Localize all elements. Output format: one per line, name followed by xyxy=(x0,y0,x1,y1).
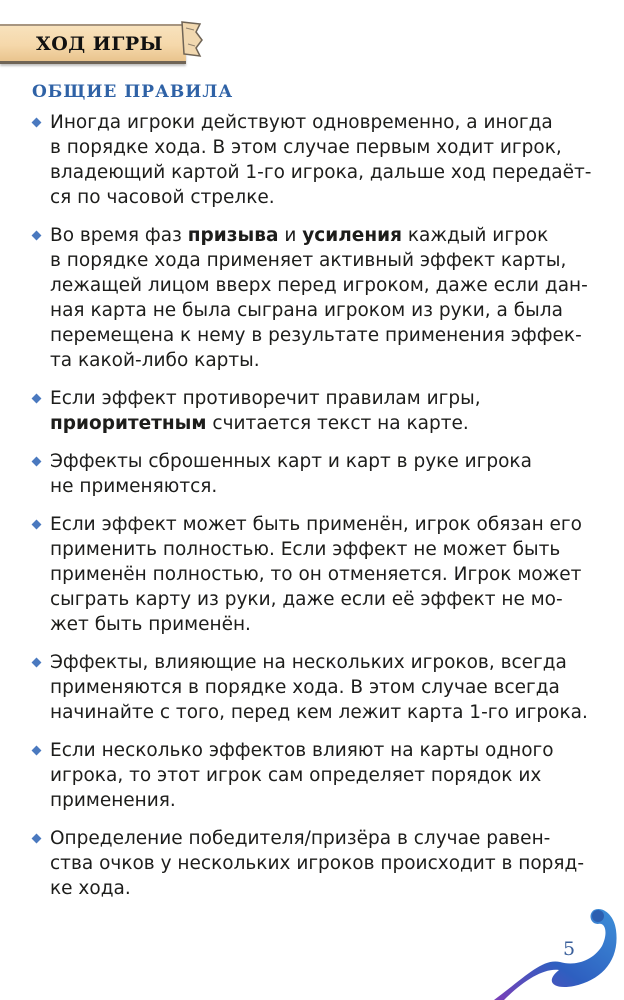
rule-text: ная карта не была сыграна игроком из руки, а была xyxy=(50,300,563,321)
rule-item xyxy=(32,512,602,637)
banner-title: ХОД ИГРЫ xyxy=(36,33,163,55)
rule-text: ства очков у нескольких игроков происходит в поряд- xyxy=(50,853,585,874)
diamond-bullet-icon xyxy=(32,457,42,467)
bold-term: усиления xyxy=(302,225,402,246)
rule-item xyxy=(32,449,602,499)
section-banner xyxy=(0,24,186,64)
rule-text: Во время фаз призыва и усиления каждый игрок xyxy=(50,225,549,246)
rule-text: Эффекты сброшенных карт и карт в руке игрока xyxy=(50,451,532,472)
rule-text: Если эффект противоречит правилам игры, xyxy=(50,388,481,409)
rule-text: Если несколько эффектов влияют на карты одного xyxy=(50,740,554,761)
rules-list xyxy=(32,110,602,914)
rule-text: владеющий картой 1-го игрока, дальше ход передаёт- xyxy=(50,162,592,183)
rule-item xyxy=(32,110,602,210)
diamond-bullet-icon xyxy=(32,658,42,668)
rule-text: та какой-либо карты. xyxy=(50,350,260,371)
diamond-bullet-icon xyxy=(32,394,42,404)
bold-term: приоритетным xyxy=(50,413,207,434)
rule-text: в порядке хода. В этом случае первым ходит игрок, xyxy=(50,137,562,158)
rule-text: игрока, то этот игрок сам определяет порядок их xyxy=(50,765,542,786)
rule-text: Если эффект может быть применён, игрок обязан его xyxy=(50,514,582,535)
rule-text: жет быть применён. xyxy=(50,614,251,635)
rule-text: приоритетным считается текст на карте. xyxy=(50,413,469,434)
rule-text: лежащей лицом вверх перед игроком, даже если дан- xyxy=(50,275,588,296)
rule-text: не применяются. xyxy=(50,476,218,497)
diamond-bullet-icon xyxy=(32,834,42,844)
rule-item xyxy=(32,223,602,373)
rule-text: применяются в порядке хода. В этом случае всегда xyxy=(50,677,560,698)
section-title: ОБЩИЕ ПРАВИЛА xyxy=(32,82,234,102)
rule-text: сыграть карту из руки, даже если её эффект не мо- xyxy=(50,589,563,610)
rule-item xyxy=(32,738,602,813)
rule-item xyxy=(32,386,602,436)
rule-text: Иногда игроки действуют одновременно, а иногда xyxy=(50,112,553,133)
diamond-bullet-icon xyxy=(32,231,42,241)
scroll-curl-icon xyxy=(180,20,204,60)
bold-term: призыва xyxy=(187,225,279,246)
rule-text: в порядке хода применяет активный эффект карты, xyxy=(50,250,567,271)
diamond-bullet-icon xyxy=(32,118,42,128)
page-number: 5 xyxy=(563,938,576,960)
rule-item xyxy=(32,650,602,725)
rule-text: применить полностью. Если эффект не может быть xyxy=(50,539,561,560)
blue-wave-icon xyxy=(484,890,624,1000)
rule-text: применения. xyxy=(50,790,176,811)
rule-text: Эффекты, влияющие на нескольких игроков, всегда xyxy=(50,652,567,673)
rule-text: Определение победителя/призёра в случае равен- xyxy=(50,828,551,849)
rule-text: перемещена к нему в результате применения эффек- xyxy=(50,325,582,346)
diamond-bullet-icon xyxy=(32,746,42,756)
rule-text: применён полностью, то он отменяется. Игрок может xyxy=(50,564,582,585)
rule-text: ся по часовой стрелке. xyxy=(50,187,275,208)
rule-text: начинайте с того, перед кем лежит карта 1-го игрока. xyxy=(50,702,588,723)
diamond-bullet-icon xyxy=(32,520,42,530)
rule-text: ке хода. xyxy=(50,878,131,899)
